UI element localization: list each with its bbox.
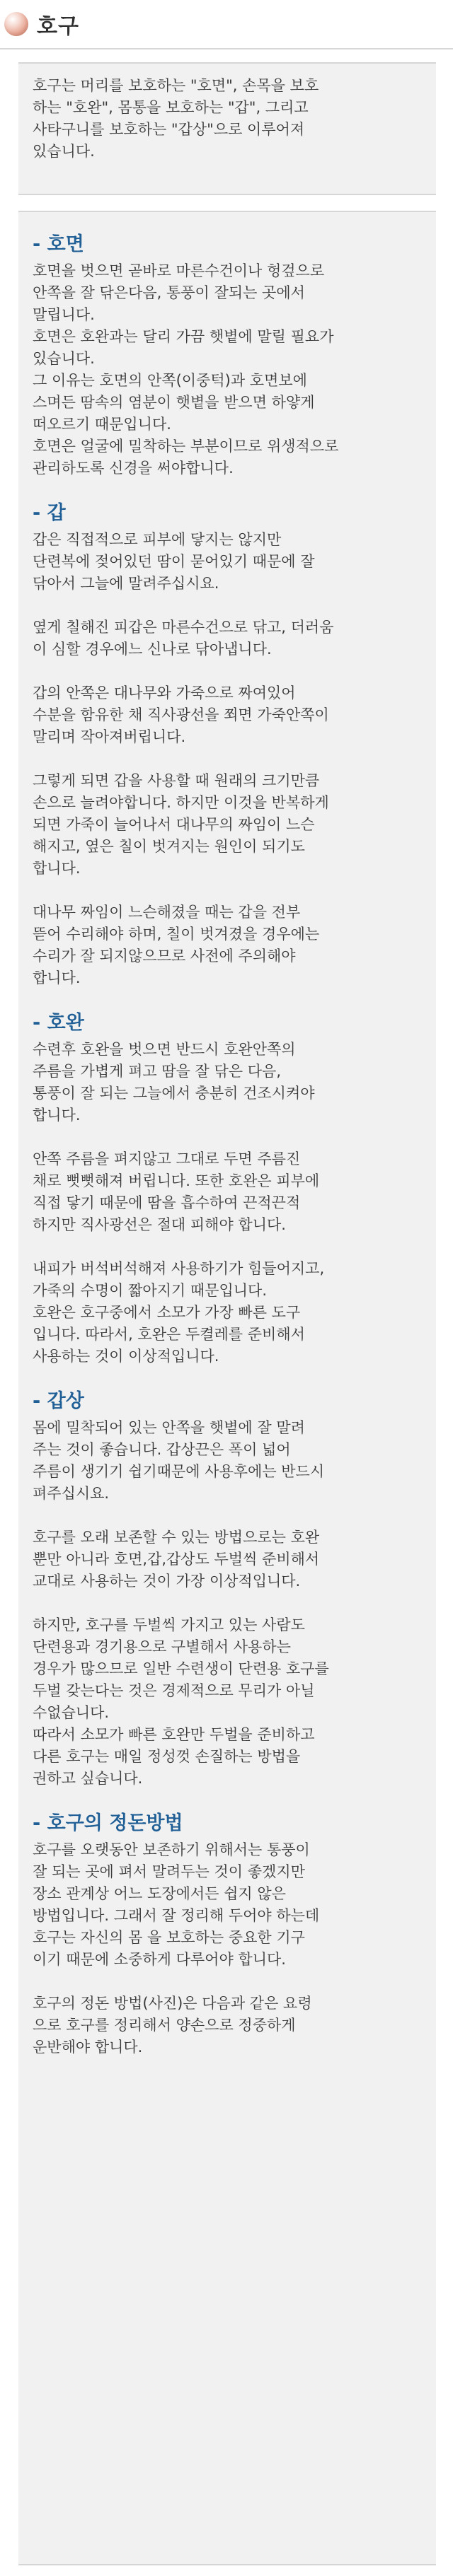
section-title: - 호구의 정돈방법 [33, 1812, 183, 1834]
section-title: - 호완 [33, 1012, 84, 1034]
paragraph: 갑은 직접적으로 피부에 닿지는 않지만 단련복에 젖어있던 땀이 묻어있기 때문에 잘 닦아서 그늘에 말려주십시요. [33, 531, 315, 592]
section-homyeon [33, 232, 422, 479]
section-title: - 갑상 [33, 1390, 84, 1412]
paragraph: 수련후 호완을 벗으면 반드시 호완안쪽의 주름을 가볍게 펴고 땀을 잘 닦은 다음, 통풍이 잘 되는 그늘에서 충분히 건조시켜야 합니다. [33, 1041, 315, 1124]
section-gap [33, 501, 422, 989]
section-title: - 호면 [33, 233, 84, 255]
paragraph: 대나무 짜임이 느슨해졌을 때는 갑을 전부 뜯어 수리해야 하며, 칠이 벗겨졌을 경우에는 수리가 잘 되지않으므로 사전에 주의해야 합니다. [33, 904, 320, 986]
page-title: 호구 [37, 14, 79, 39]
paragraph: 그렇게 되면 갑을 사용할 때 원래의 크기만큼 손으로 늘려야합니다. 하지만 이것을 반복하게 되면 가죽이 늘어나서 대나무의 짜임이 느슨 해지고, 옆은 칠이 벗겨지는 원인이 되기도 합니다. [33, 772, 329, 877]
paragraph: 갑의 안쪽은 대나무와 가죽으로 짜여있어 수분을 함유한 채 직사광선을 쬐면 가죽안쪽이 말리며 작아져버립니다. [33, 684, 329, 745]
paragraph: 하지만, 호구를 두벌씩 가지고 있는 사람도 단련용과 경기용으로 구별해서 사용하는 경우가 많으므로 일반 수련생이 단련용 호구를 두벌 갖는다는 것은 경제적으로 무리가 아닐 수없습니다. 따라서 소모가 빠른 호완만 두벌을 준비하고 다른 호구는 매일 정성껏 손질하는 방법을 권하고 싶습니다. [33, 1616, 329, 1787]
intro-box: 호구는 머리를 보호하는 "호면", 손목을 보호 하는 "호완", 몸통을 보호하는 "갑", 그리고 사타구니를 보호하는 "갑상"으로 이루어져 있습니다. [18, 62, 436, 195]
paragraph: 옆게 칠해진 피갑은 마른수건으로 닦고, 더러움 이 심할 경우에느 신나로 닦아냅니다. [33, 619, 334, 658]
section-howan [33, 1010, 422, 1368]
paragraph: 내피가 버석버석해져 사용하기가 힘들어지고, 가죽의 수명이 짧아지기 때문입니다. 호완은 호구중에서 소모가 가장 빠른 도구 입니다. 따라서, 호완은 두켤레를 준비해서 사용하는 것이 이상적입니다. [33, 1260, 325, 1365]
content-box [18, 211, 436, 2565]
bullet-ball-icon [4, 12, 28, 36]
header [0, 0, 453, 49]
section-title: - 갑 [33, 502, 66, 524]
section-gapsang [33, 1389, 422, 1790]
paragraph: 몸에 밀착되어 있는 안쪽을 햇볕에 잘 말려 주는 것이 좋습니다. 갑상끈은 폭이 넓어 주름이 생기기 쉽기때문에 사용후에는 반드시 펴주십시요. [33, 1419, 325, 1502]
paragraph: 안쪽 주름을 펴지않고 그대로 두면 주름진 채로 뻣뻣해져 버립니다. 또한 호완은 피부에 직접 닿기 때문에 땀을 흡수하여 끈적끈적 하지만 직사광선은 절대 피해야 합니다. [33, 1150, 320, 1233]
section-storage [33, 1811, 422, 2058]
paragraph: 호면을 벗으면 곧바로 마른수건이나 헝겊으로 안쪽을 잘 닦은다음, 통풍이 잘되는 곳에서 말립니다. 호면은 호완과는 달리 가끔 햇볕에 말릴 필요가 있습니다. 그 이유는 호면의 안쪽(이중턱)과 호면보에 스며든 땀속의 염분이 햇볕을 받으면 하얗게 떠오르기 때문입니다. 호면은 얼굴에 밀착하는 부분이므로 위생적으로 관리하도록 신경을 써야합니다. [33, 262, 339, 477]
paragraph: 호구를 오랫동안 보존하기 위해서는 통풍이 잘 되는 곳에 펴서 말려두는 것이 좋겠지만 장소 관계상 어느 도장에서든 쉽지 않은 방법입니다. 그래서 잘 정리해 두어야 하는데 호구는 자신의 몸 을 보호하는 중요한 기구 이기 때문에 소중하게 다루어야 합니다. [33, 1841, 320, 1968]
paragraph: 호구의 정돈 방법(사진)은 다음과 같은 요령 으로 호구를 정리해서 양손으로 정중하게 운반해야 합니다. [33, 1995, 312, 2056]
paragraph: 호구를 오래 보존할 수 있는 방법으로는 호완 뿐만 아니라 호면,갑,갑상도 두벌씩 준비해서 교대로 사용하는 것이 가장 이상적입니다. [33, 1529, 320, 1590]
